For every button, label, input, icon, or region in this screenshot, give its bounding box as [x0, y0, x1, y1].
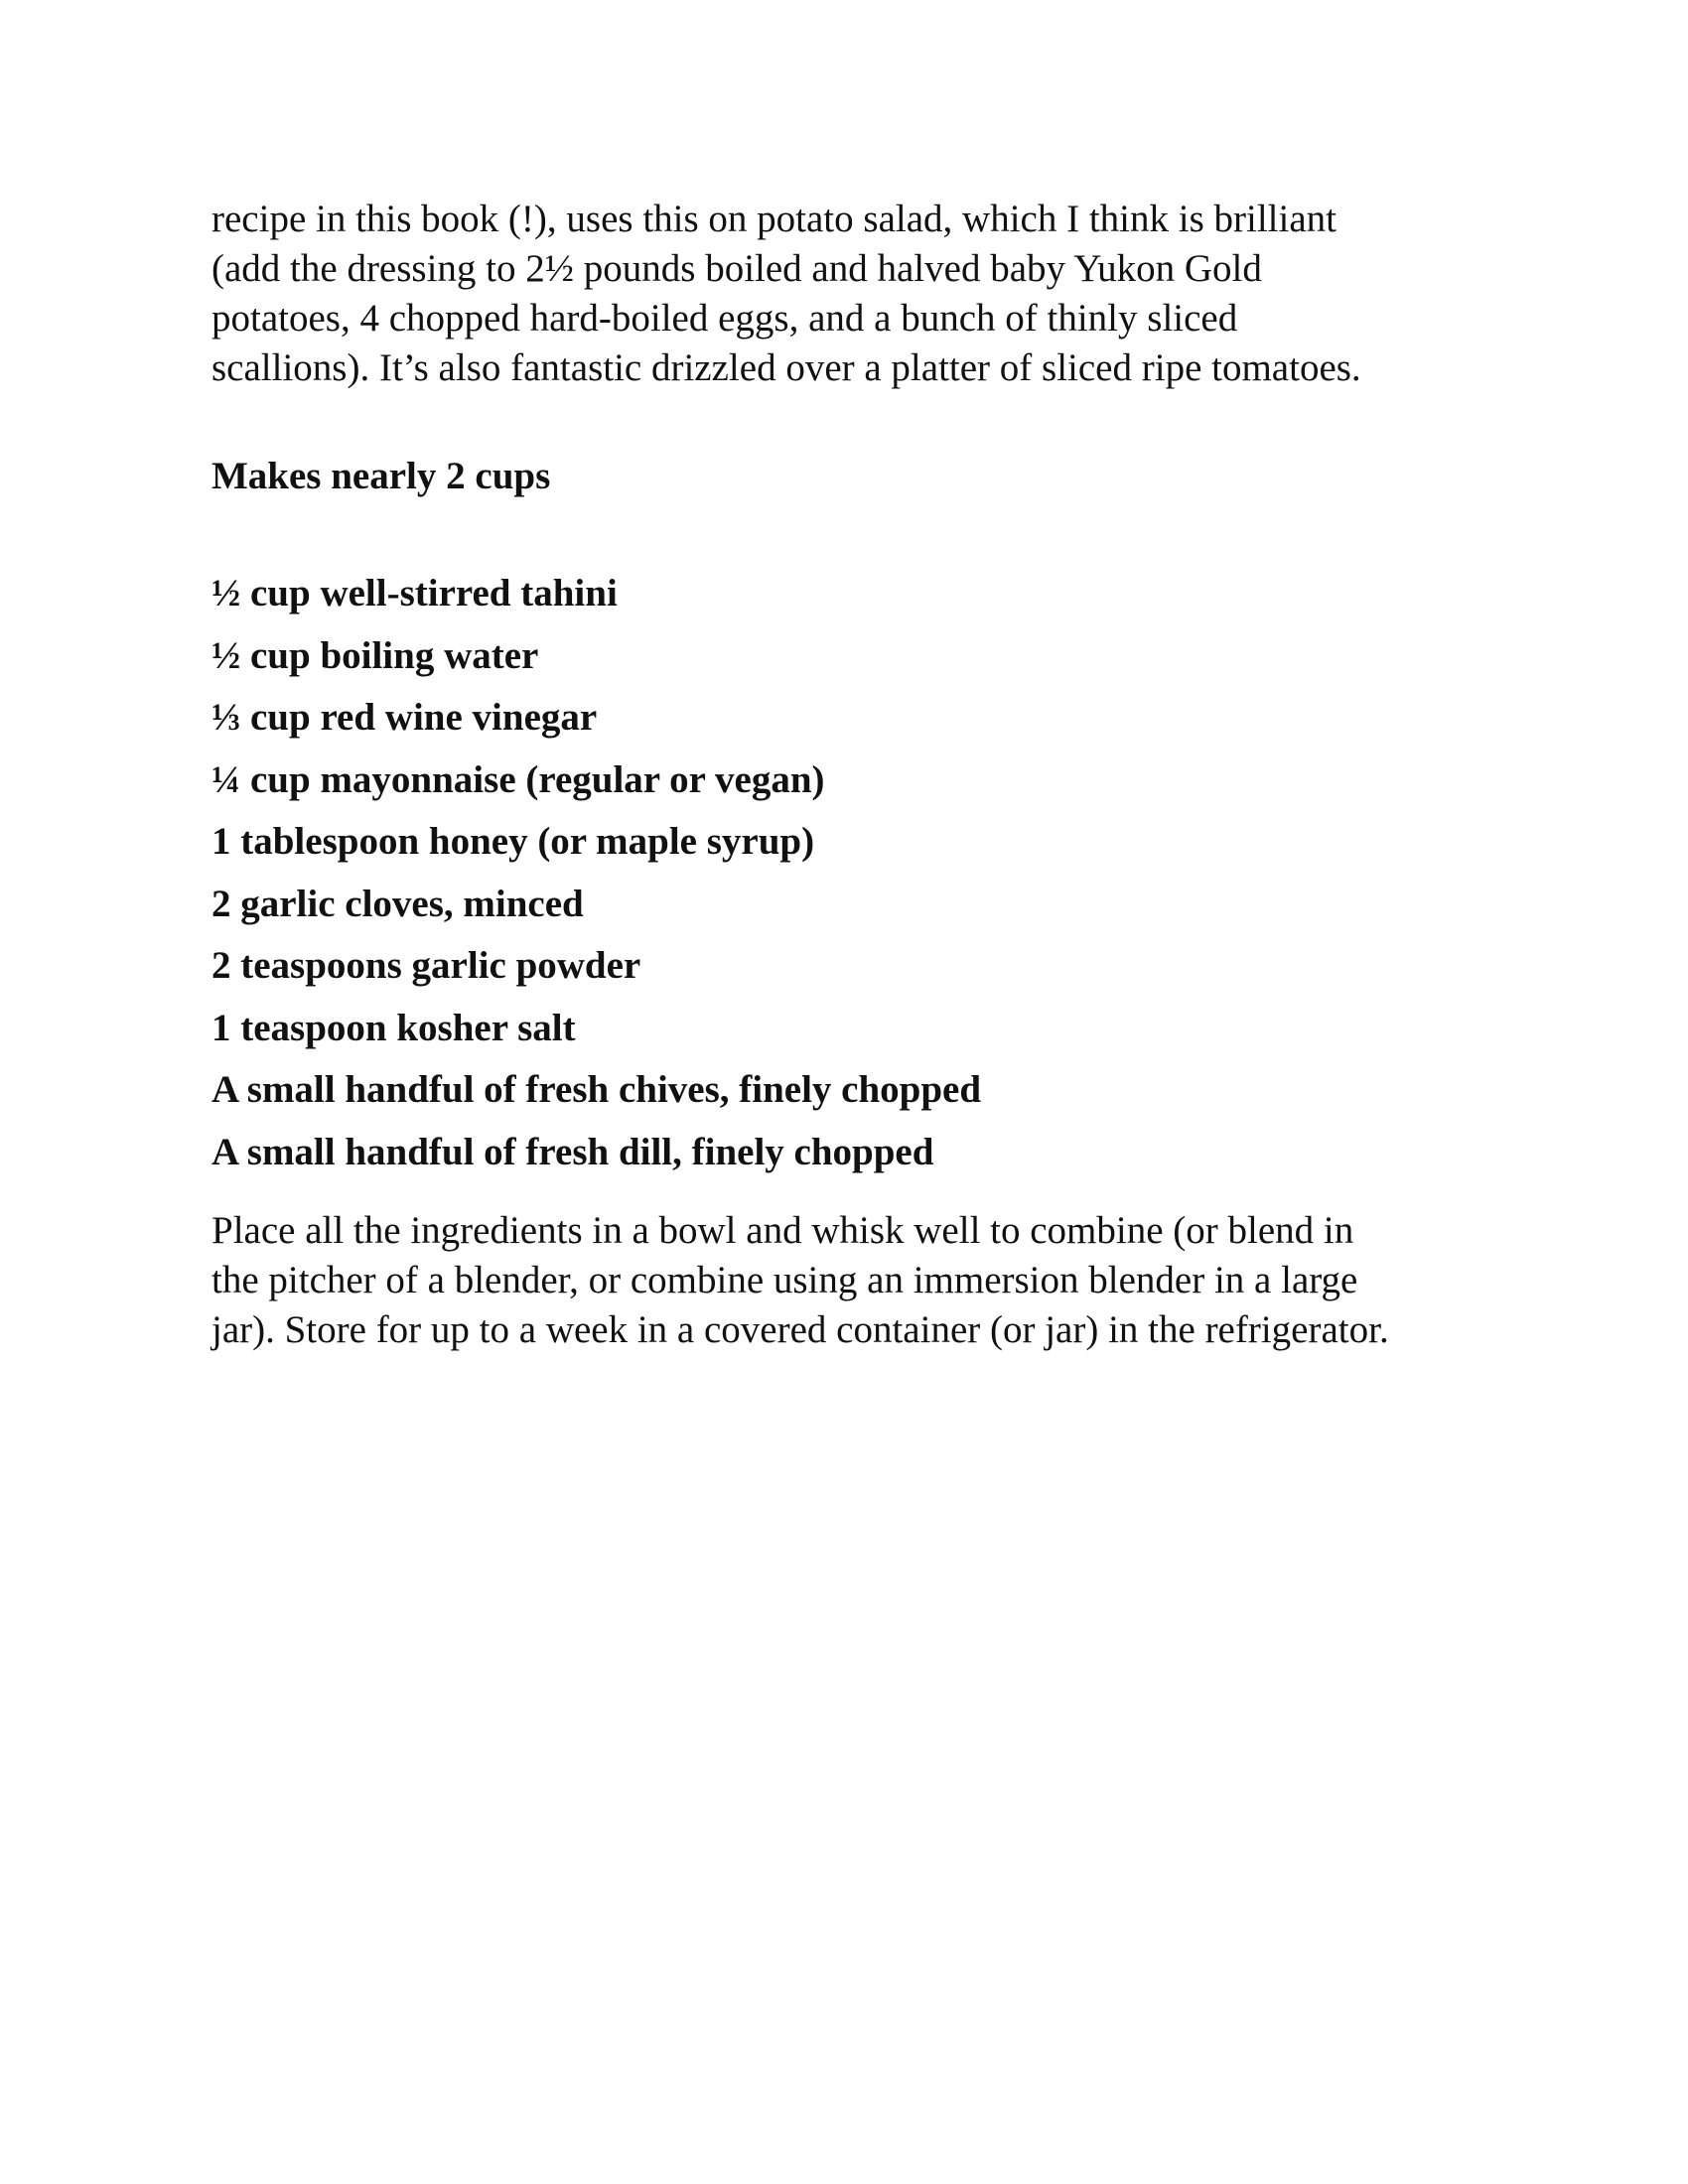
ingredient-item: A small handful of fresh dill, finely chopped: [211, 1130, 934, 1173]
ingredient-item: ½ cup boiling water: [211, 633, 539, 677]
intro-paragraph: recipe in this book (!), uses this on potato salad, which I think is brilliant (add the dressing to 2½ pounds boiled and halved baby Yukon Gold potatoes, 4 chopped hard-boiled eggs, and a bunch of thinly sliced scallions). It’s also fantastic drizzled over a platter of sliced ripe tomatoes.: [211, 198, 1361, 389]
method-paragraph: Place all the ingredients in a bowl and whisk well to combine (or blend in the pitcher of a blender, or combine using an immersion blender in a large jar). Store for up to a week in a covered container (or jar) in the refrigerator.: [211, 1209, 1389, 1351]
recipe-yield: Makes nearly 2 cups: [211, 455, 551, 497]
ingredient-item: 2 garlic cloves, minced: [211, 882, 584, 925]
ingredient-item: ½ cup well-stirred tahini: [211, 572, 618, 614]
ingredient-item: A small handful of fresh chives, finely chopped: [211, 1068, 982, 1111]
ingredient-item: ⅓ cup red wine vinegar: [211, 696, 598, 739]
ingredient-item: 2 teaspoons garlic powder: [211, 944, 641, 987]
ingredient-list: [211, 563, 1502, 1183]
document-page: [211, 195, 1502, 1355]
ingredient-item: 1 teaspoon kosher salt: [211, 1006, 576, 1049]
ingredient-item: 1 tablespoon honey (or maple syrup): [211, 820, 815, 863]
ingredient-item: ¼ cup mayonnaise (regular or vegan): [211, 757, 825, 801]
